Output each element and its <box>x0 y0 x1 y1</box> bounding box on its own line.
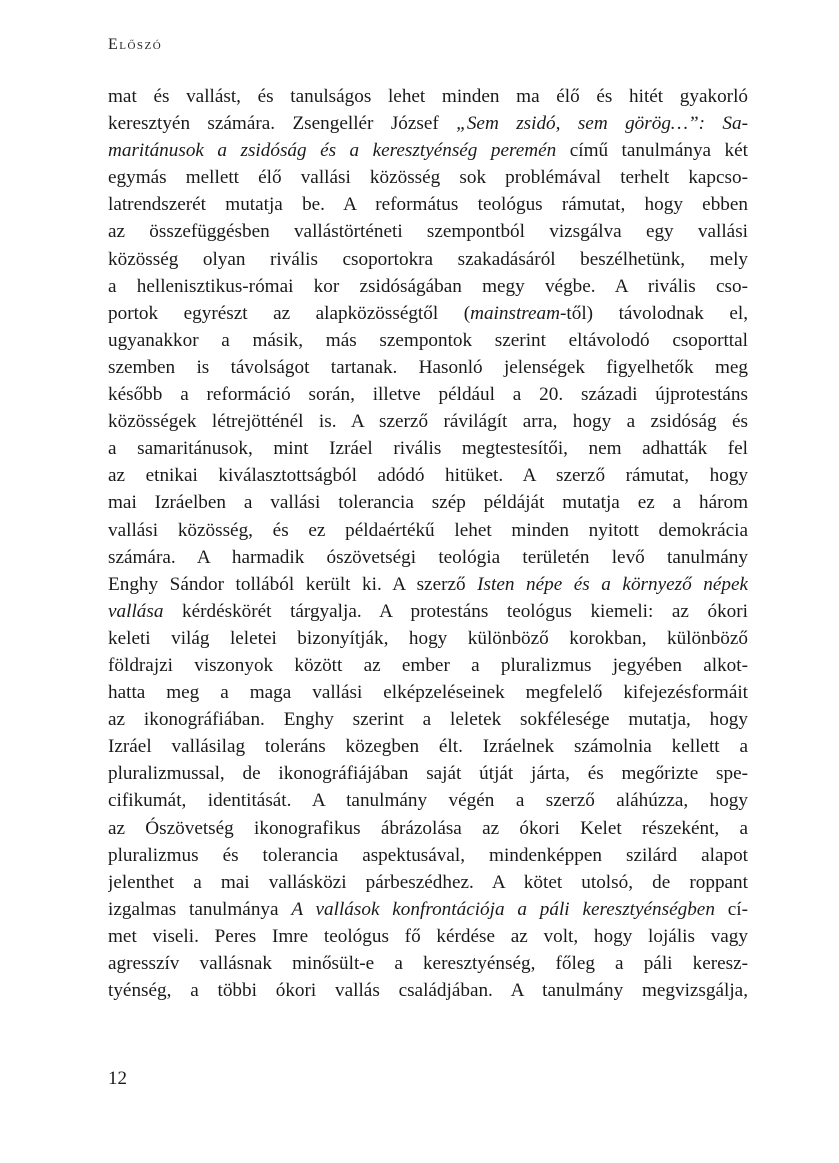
text-line <box>108 923 748 950</box>
text-line <box>108 489 748 516</box>
text-segment: ugyanakkor a másik, más szempontok szerint eltávolodó csoporttal <box>108 329 748 351</box>
text-line <box>108 354 748 381</box>
italic-segment: vallása <box>108 600 164 622</box>
text-line <box>108 869 748 896</box>
text-segment: szemben is távolságot tartanak. Hasonló jelenségek figyelhetők meg <box>108 356 748 378</box>
text-line <box>108 246 748 273</box>
text-segment: cí- <box>714 898 748 920</box>
text-line <box>108 625 748 652</box>
text-segment: című tanulmánya két <box>556 140 748 162</box>
text-line <box>108 137 748 164</box>
text-segment: keleti világ leletei bizonyítják, hogy különböző korokban, különböző <box>108 627 748 649</box>
text-line <box>108 462 748 489</box>
text-segment: hatta meg a maga vallási elképzeléseinek megfelelő kifejezésformáit <box>108 682 748 704</box>
text-line <box>108 652 748 679</box>
italic-segment: Isten népe és a környező népek <box>477 573 748 595</box>
italic-segment: mainstream <box>470 302 561 324</box>
text-segment: -től) távolodnak el, <box>560 302 748 324</box>
text-line <box>108 571 748 598</box>
text-segment: izgalmas tanulmánya <box>108 898 292 920</box>
text-segment: latrendszerét mutatja be. A református teológus rámutat, hogy ebben <box>108 194 748 216</box>
text-line <box>108 273 748 300</box>
text-line <box>108 110 748 137</box>
text-segment: az ikonográfiában. Enghy szerint a leletek sokfélesége mutatja, hogy <box>108 709 748 731</box>
text-segment: mai Izráelben a vallási tolerancia szép példáját mutatja ez a három <box>108 492 748 514</box>
text-line <box>108 408 748 435</box>
text-segment: közösségek létrejötténél is. A szerző rávilágít arra, hogy a zsidóság és <box>108 411 748 433</box>
text-segment: számára. A harmadik ószövetségi teológia területén levő tanulmány <box>108 546 748 568</box>
text-segment: agresszív vallásnak minősült-e a keresztyénség, főleg a páli keresz- <box>108 953 748 974</box>
text-line <box>108 218 748 245</box>
text-line <box>108 300 748 327</box>
text-segment: mat és vallást, és tanulságos lehet minden ma élő és hitét gyakorló <box>108 86 748 107</box>
text-segment: keresztyén számára. Zsengellér József <box>108 113 457 135</box>
text-segment: közösség olyan rivális csoportokra szakadásáról beszélhetünk, mely <box>108 248 748 270</box>
text-line <box>108 164 748 191</box>
text-line <box>108 598 748 625</box>
text-line <box>108 815 748 842</box>
text-line <box>108 950 748 977</box>
text-line <box>108 896 748 923</box>
text-segment: később a reformáció során, illetve például a 20. századi újprotestáns <box>108 384 748 406</box>
text-line <box>108 435 748 462</box>
text-segment: vallási közösség, és ez példaértékű lehet minden nyitott demokrácia <box>108 519 748 541</box>
text-line <box>108 842 748 869</box>
text-segment: cifikumát, identitását. A tanulmány végén a szerző aláhúzza, hogy <box>108 790 748 812</box>
text-line <box>108 787 748 814</box>
text-segment: met viseli. Peres Imre teológus fő kérdése az volt, hogy lojális vagy <box>108 925 748 947</box>
text-segment: jelenthet a mai vallásközi párbeszédhez. A kötet utolsó, de roppant <box>108 871 748 893</box>
text-segment: pluralizmussal, de ikonográfiájában saját útját járta, és megőrizte spe- <box>108 763 748 785</box>
text-line <box>108 381 748 408</box>
text-segment: az összefüggésben vallástörténeti szempontból vizsgálva egy vallási <box>108 221 748 243</box>
text-line <box>108 83 748 110</box>
running-head: Előszó <box>108 36 163 53</box>
text-segment: földrajzi viszonyok között az ember a pluralizmus jegyében alkot- <box>108 654 748 676</box>
text-segment: az Ószövetség ikonografikus ábrázolása az ókori Kelet részeként, a <box>108 817 748 839</box>
italic-segment: „Sem zsidó, sem görög…”: Sa- <box>456 113 748 135</box>
body-text <box>108 83 748 1004</box>
text-line <box>108 760 748 787</box>
italic-segment: maritánusok a zsidóság és a keresztyénség peremén <box>108 140 557 162</box>
text-line <box>108 977 748 1004</box>
text-segment: pluralizmus és tolerancia aspektusával, mindenképpen szilárd alapot <box>108 844 748 866</box>
page-number: 12 <box>108 1068 127 1089</box>
text-line <box>108 517 748 544</box>
text-line <box>108 733 748 760</box>
text-line <box>108 706 748 733</box>
text-line <box>108 544 748 571</box>
text-segment: egymás mellett élő vallási közösség sok problémával terhelt kapcso- <box>108 167 748 189</box>
text-segment: Izráel vallásilag toleráns közegben élt. Izráelnek számolnia kellett a <box>108 736 748 758</box>
italic-segment: A vallások konfrontációja a páli keresztyénségben <box>291 898 715 920</box>
text-line <box>108 327 748 354</box>
text-segment: az etnikai kiválasztottságból adódó hitüket. A szerző rámutat, hogy <box>108 465 748 487</box>
text-segment: a samaritánusok, mint Izráel rivális megtestesítői, nem adhatták fel <box>108 438 748 460</box>
text-segment: a hellenisztikus-római kor zsidóságában megy végbe. A rivális cso- <box>108 275 748 297</box>
text-segment: portok egyrészt az alapközösségtől ( <box>108 302 471 324</box>
text-segment: Enghy Sándor tollából került ki. A szerző <box>108 573 478 595</box>
text-line <box>108 679 748 706</box>
text-line <box>108 191 748 218</box>
text-segment: tyénség, a többi ókori vallás családjában. A tanulmány megvizsgálja, <box>108 980 748 1002</box>
text-segment: kérdéskörét tárgyalja. A protestáns teológus kiemeli: az ókori <box>163 600 748 622</box>
